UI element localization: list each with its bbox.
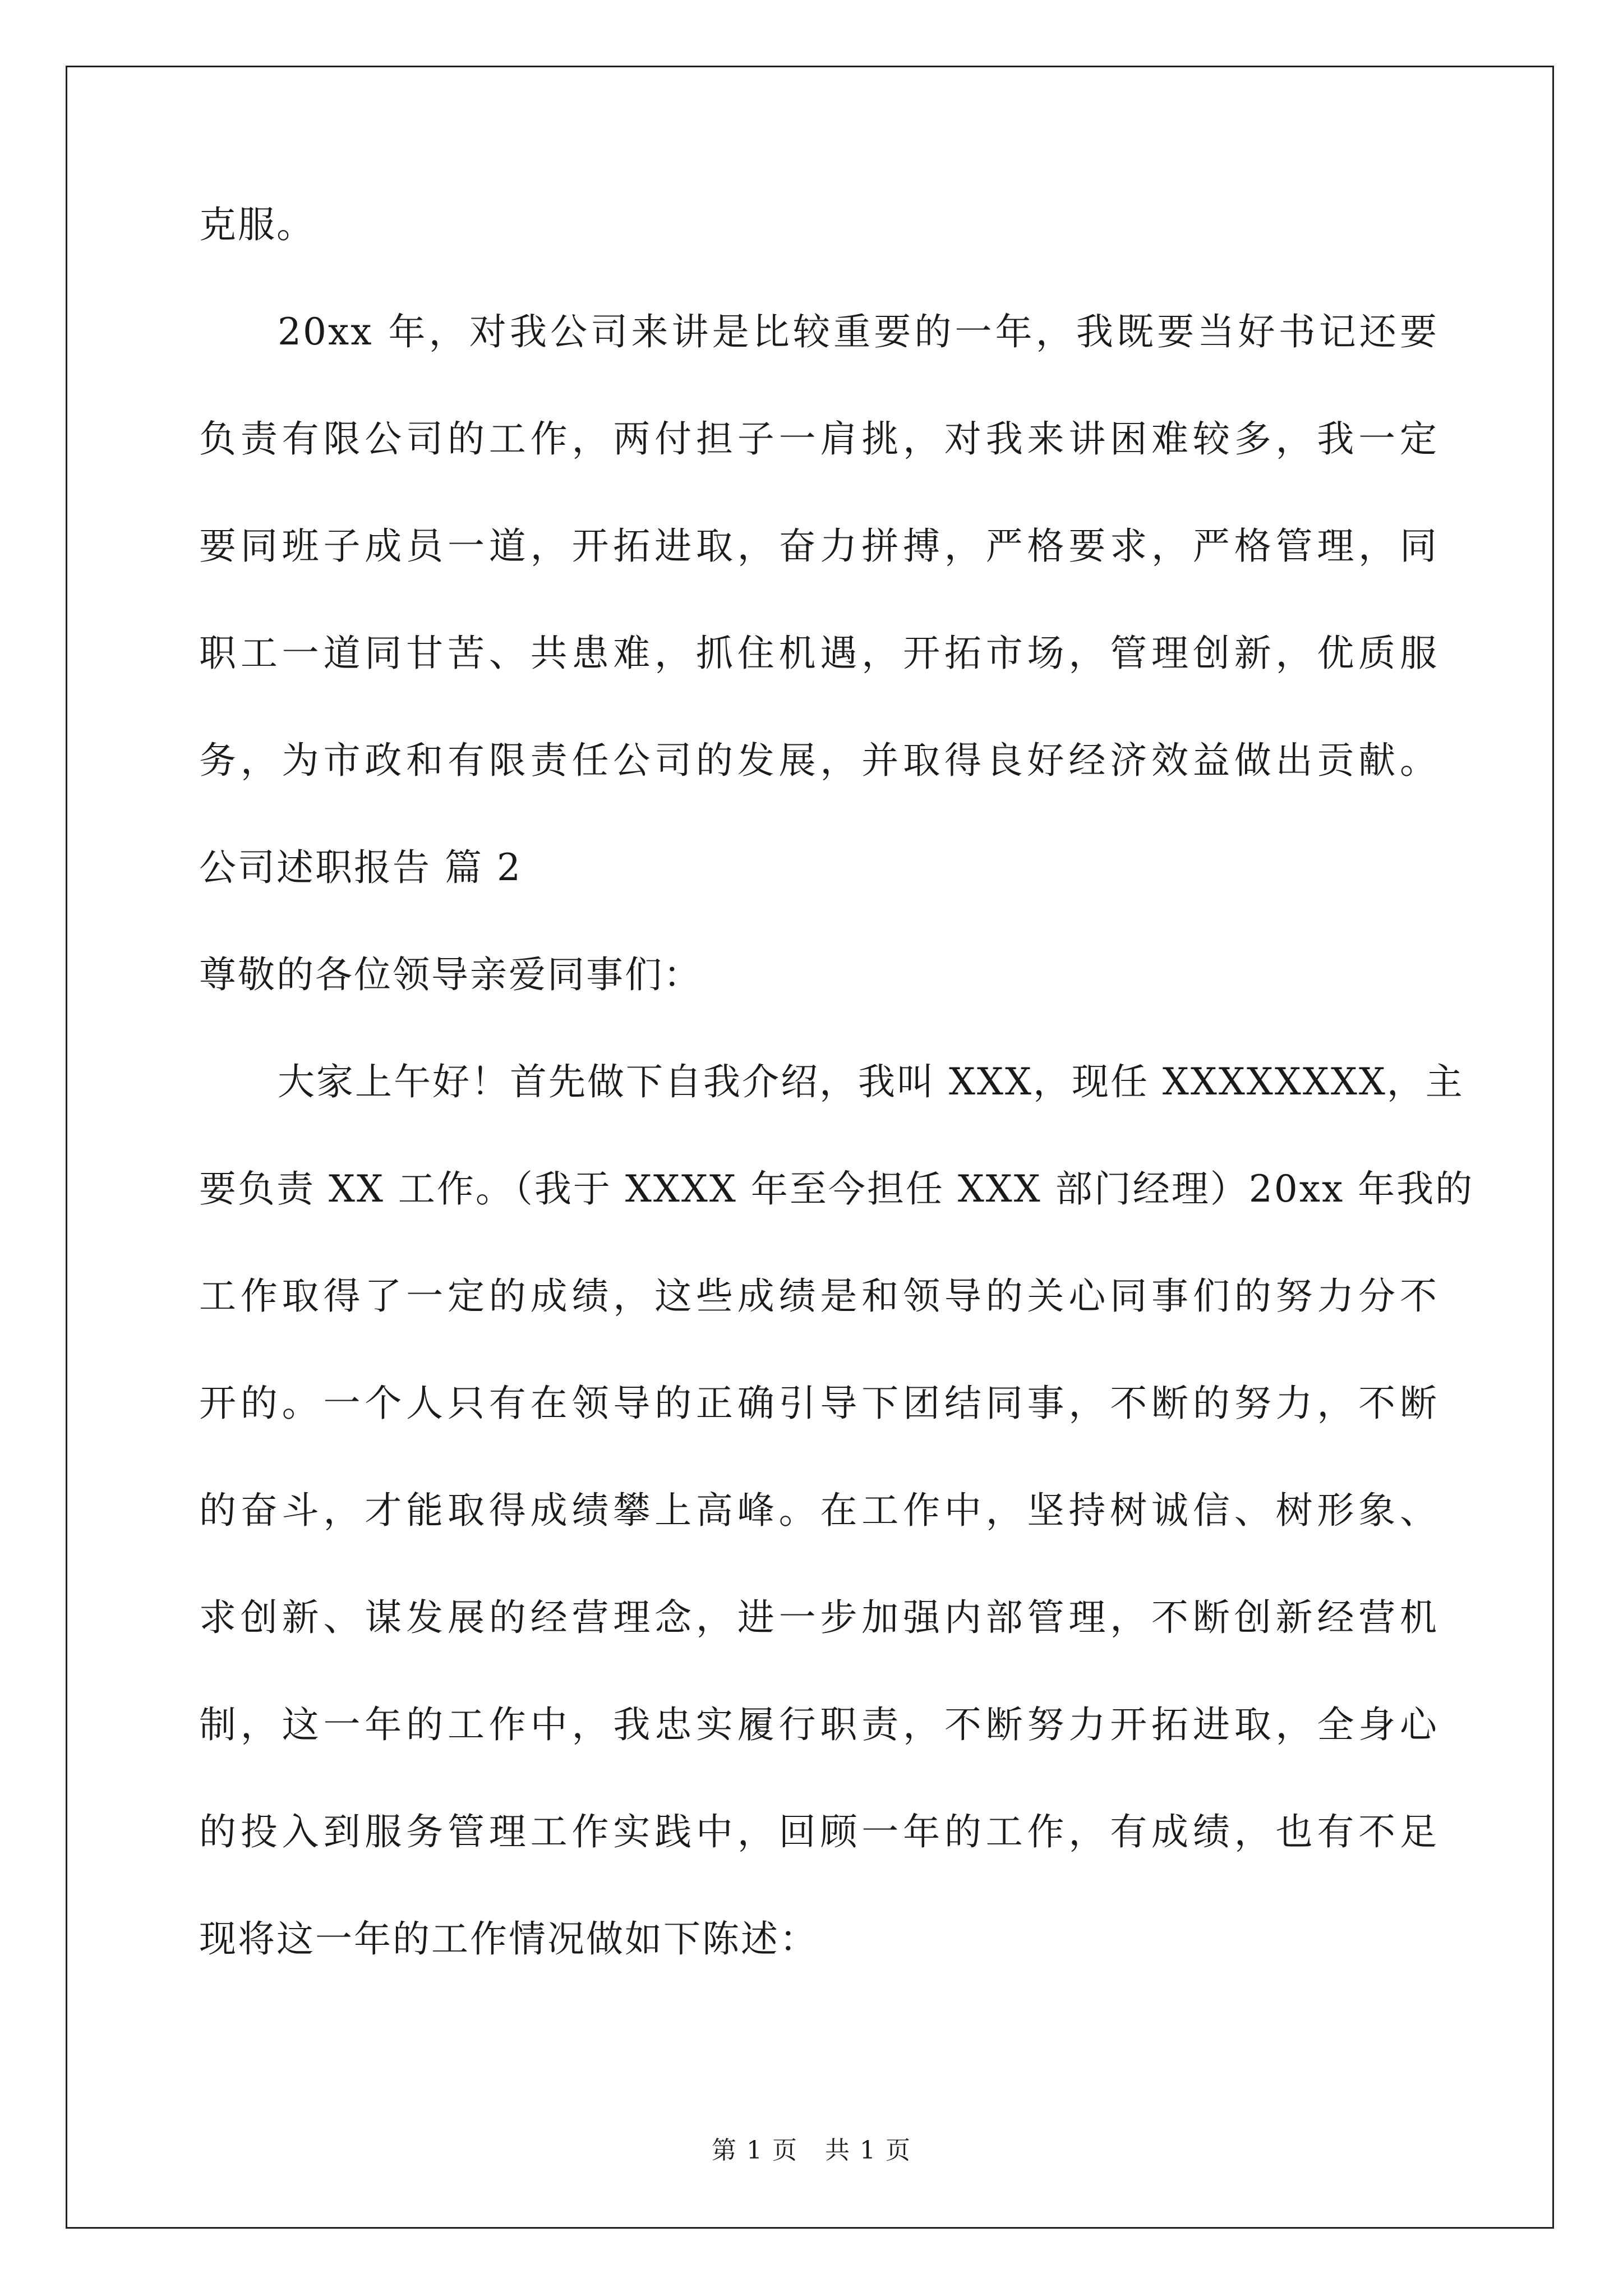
page-total: 共 1 页 bbox=[825, 2136, 911, 2165]
document-body bbox=[199, 203, 1474, 2028]
page-footer bbox=[0, 2138, 1623, 2163]
paragraph-line: 要负责 XX 工作。（我于 XXXX 年至今担任 XXX 部门经理）20xx 年我的 bbox=[199, 1167, 1474, 1211]
paragraph-line: 制，这一年的工作中，我忠实履行职责，不断努力开拓进取，全身心 bbox=[199, 1703, 1438, 1746]
paragraph-line: 大家上午好！首先做下自我介绍，我叫 XXX，现任 XXXXXXXX，主 bbox=[278, 1060, 1464, 1103]
salutation: 尊敬的各位领导亲爱同事们： bbox=[199, 953, 702, 996]
paragraph-line: 负责有限公司的工作，两付担子一肩挑，对我来讲困难较多，我一定 bbox=[199, 417, 1438, 461]
paragraph-line: 现将这一年的工作情况做如下陈述： bbox=[199, 1917, 818, 1961]
paragraph-line: 要同班子成员一道，开拓进取，奋力拼搏，严格要求，严格管理，同 bbox=[199, 524, 1438, 568]
paragraph-line: 职工一道同甘苦、共患难，抓住机遇，开拓市场，管理创新，优质服 bbox=[199, 632, 1438, 675]
paragraph-line: 开的。一个人只有在领导的正确引导下团结同事，不断的努力，不断 bbox=[199, 1382, 1438, 1425]
paragraph-line: 20xx 年，对我公司来讲是比较重要的一年，我既要当好书记还要 bbox=[278, 310, 1438, 353]
paragraph-line: 的奋斗，才能取得成绩攀上高峰。在工作中，坚持树诚信、树形象、 bbox=[199, 1489, 1438, 1532]
page-number: 第 1 页 bbox=[712, 2136, 798, 2165]
paragraph-line: 克服。 bbox=[199, 203, 315, 246]
paragraph-line: 的投入到服务管理工作实践中，回顾一年的工作，有成绩，也有不足 bbox=[199, 1810, 1438, 1853]
section-heading: 公司述职报告 篇 2 bbox=[199, 846, 522, 889]
paragraph-line: 工作取得了一定的成绩，这些成绩是和领导的关心同事们的努力分不 bbox=[199, 1274, 1438, 1318]
paragraph-line: 务，为市政和有限责任公司的发展，并取得良好经济效益做出贡献。 bbox=[199, 739, 1438, 782]
paragraph-line: 求创新、谋发展的经营理念，进一步加强内部管理，不断创新经营机 bbox=[199, 1596, 1438, 1639]
